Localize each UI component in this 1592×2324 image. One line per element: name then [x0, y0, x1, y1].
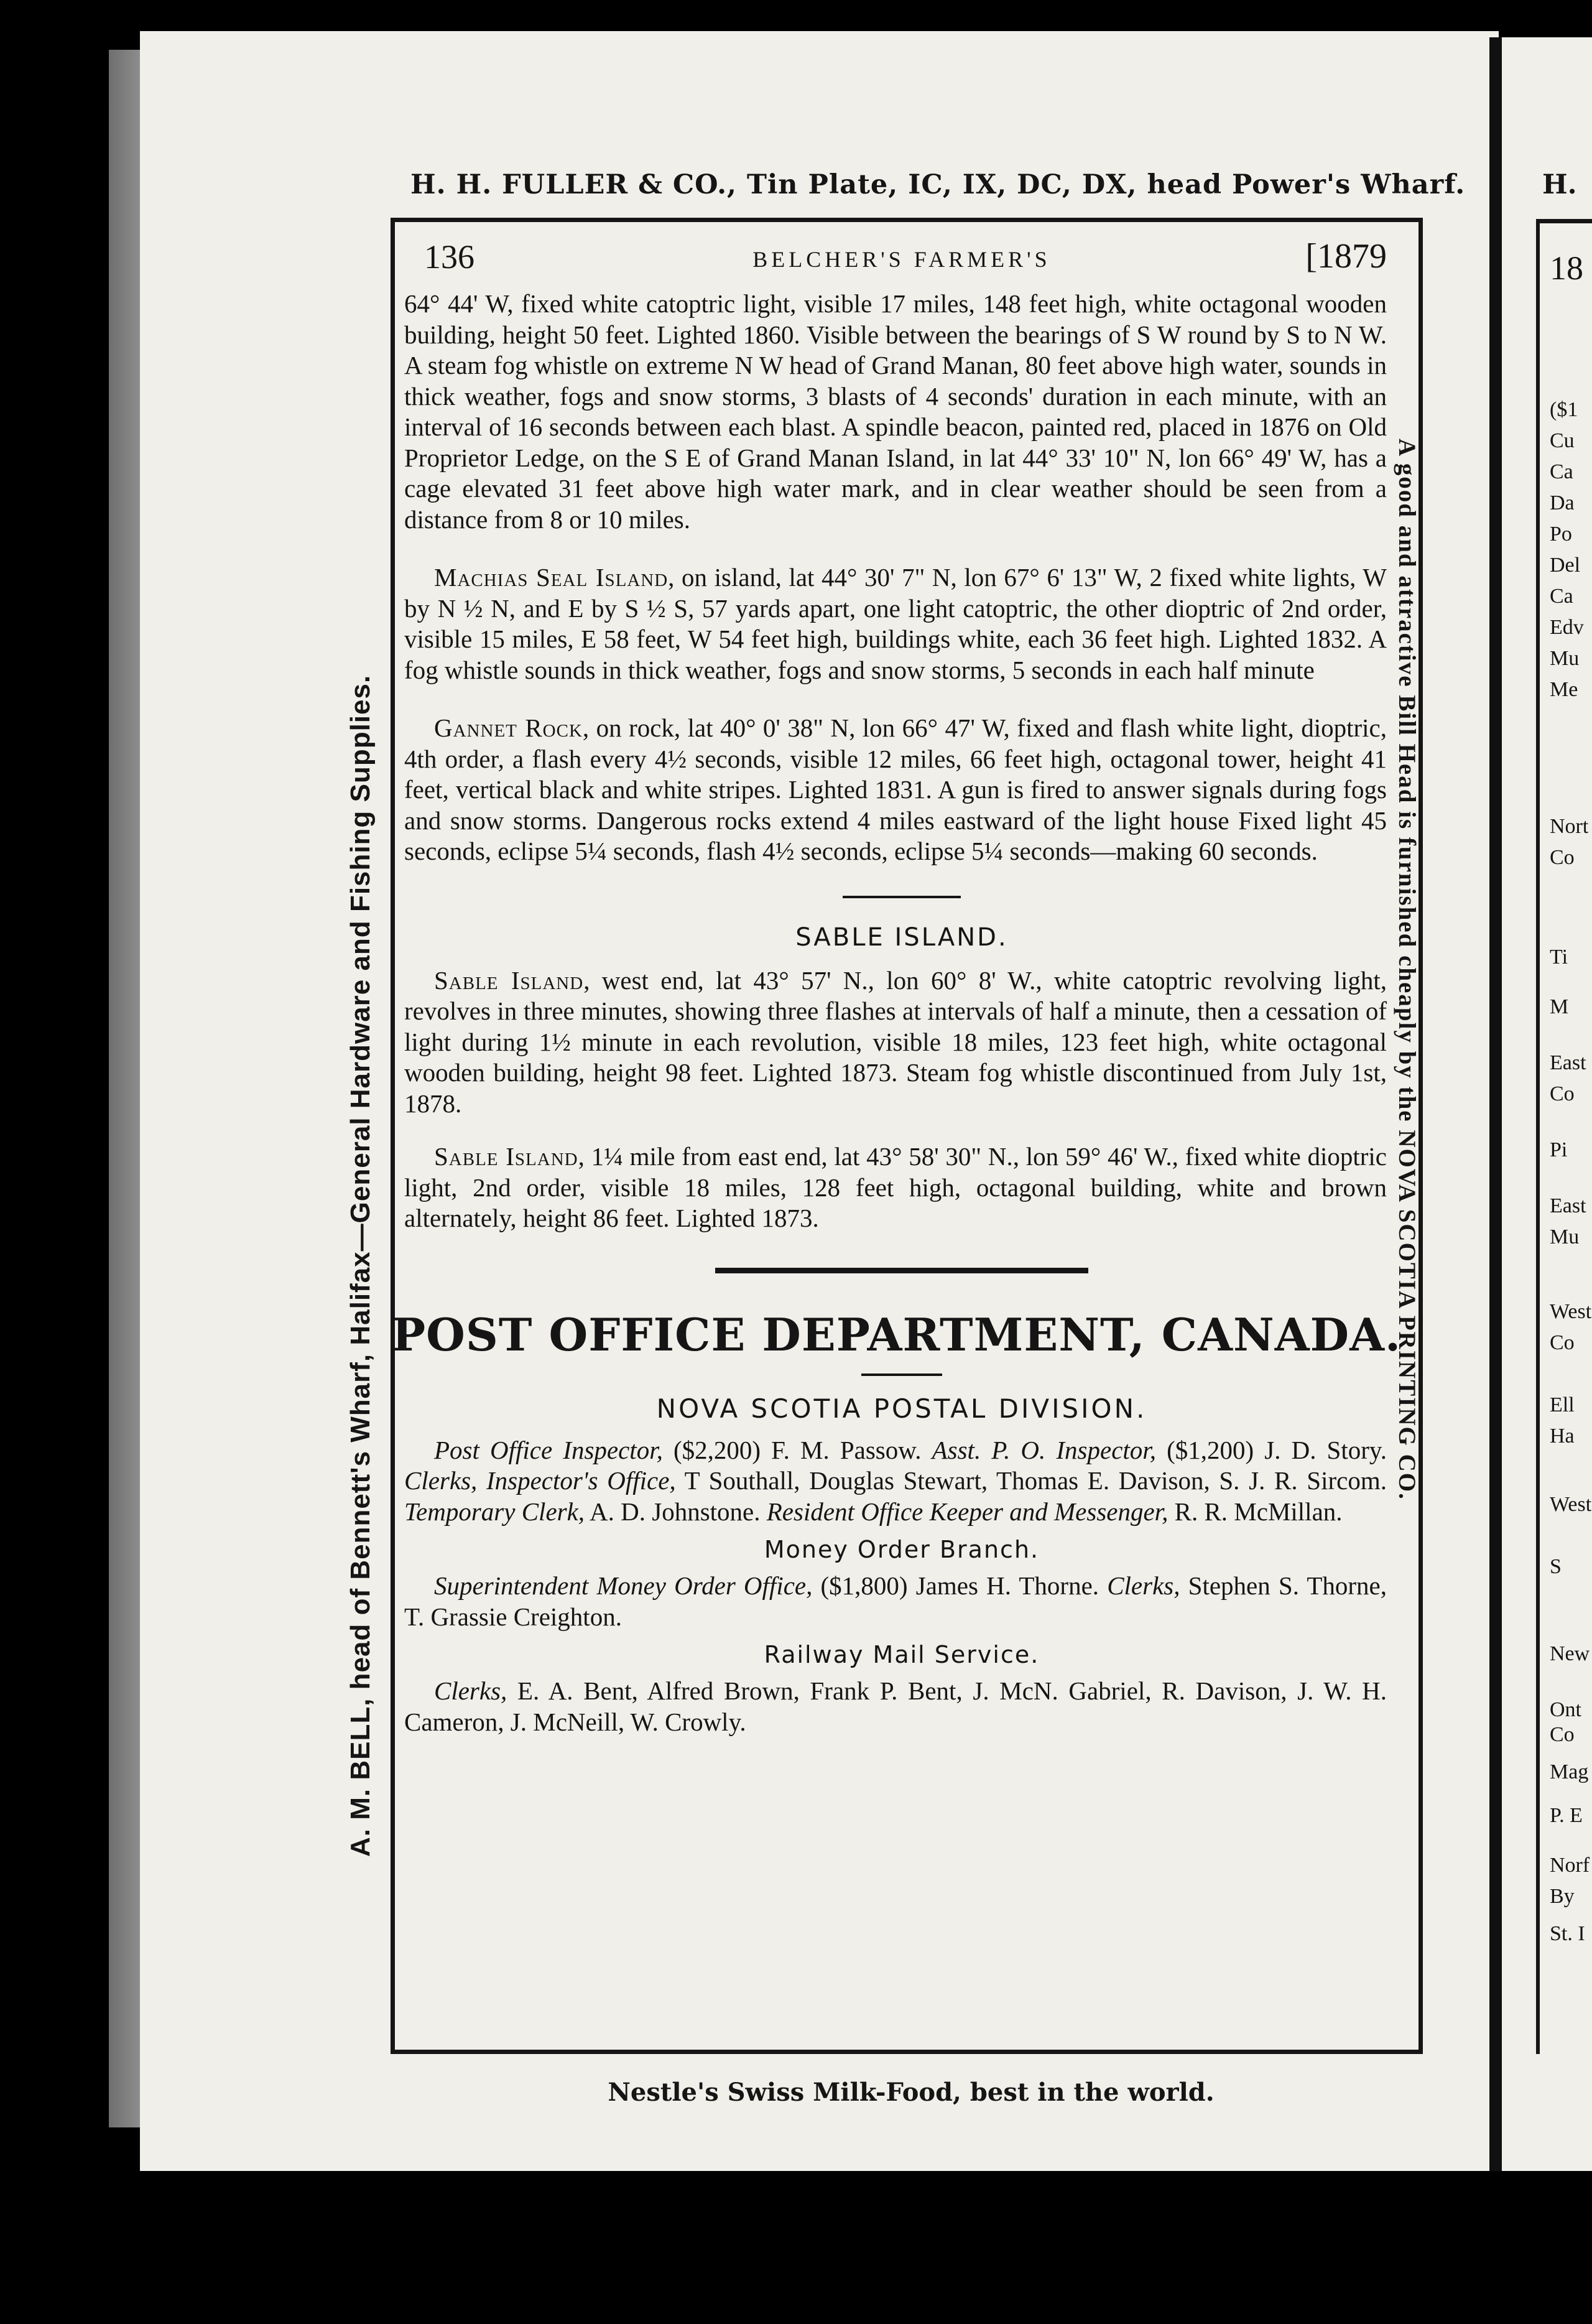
section-title-sable-island: SABLE ISLAND. [795, 923, 1008, 952]
adjacent-page-text-fragment: M [1550, 995, 1569, 1018]
section-divider-thick [715, 1268, 1088, 1273]
adjacent-page-text-fragment: Pi [1550, 1138, 1568, 1161]
adjacent-page-text-fragment: Da [1550, 491, 1575, 514]
adjacent-page-text-fragment: Norf [1550, 1854, 1590, 1877]
adjacent-page-text-fragment: Mu [1550, 647, 1580, 670]
adjacent-page-text-fragment: Co [1550, 1723, 1575, 1746]
adjacent-page-text-fragment: East [1550, 1051, 1586, 1074]
adjacent-page-text-fragment: S [1550, 1555, 1562, 1578]
lighthouse-paragraph: Sable Island, 1¼ mile from east end, lat 43° 58' 30" N., lon 59° 46' W., fixed white dioptric light, 2nd order, visible 18 miles, 128 feet high, octagonal building, white and brown alternately, height 86 feet. Lighted 1873. [404, 1142, 1387, 1232]
page-content [392, 230, 1402, 2047]
lighthouse-paragraph: Sable Island, west end, lat 43° 57' N., lon 60° 8' W., white catoptric revolving light, revolves in three minutes, showing three flashes at intervals of half a minute, then a cessation of light during 1½ minute in each revolution, visible 18 miles, 123 feet high, white octagonal wooden building, height 98 feet. Lighted 1873. Steam fog whistle discontinued from July 1st, 1878. [404, 965, 1387, 1118]
postal-division-title: NOVA SCOTIA POSTAL DIVISION. [656, 1393, 1147, 1424]
adjacent-page-text-fragment: Nort [1550, 815, 1589, 838]
running-title: BELCHER'S FARMER'S [752, 247, 1051, 272]
lighthouse-name: Sable Island [434, 965, 584, 995]
lighthouse-paragraph: Machias Seal Island, on island, lat 44° 30' 7" N, lon 67° 6' 13" W, 2 fixed white lights, W by N ½ N, and E by S ½ S, 57 yards apart, one light catoptric, the other dioptric of 2nd order, visible 15 miles, E 58 feet, W 54 feet high, buildings white, each 36 feet high. Lighted 1832. A fog whistle sounds in thick weather, fogs and snow storms, 5 seconds in each half minute [404, 563, 1387, 684]
adjacent-page-text-fragment: P. E [1550, 1804, 1583, 1827]
adjacent-page-text-fragment: West [1550, 1300, 1592, 1323]
adjacent-page-text-fragment: Ell [1550, 1393, 1575, 1416]
left-margin-advertisement: A. M. BELL, head of Bennett's Wharf, Halifax—General Hardware and Fishing Supplies. [345, 674, 376, 1857]
adjacent-page-text-fragment: Me [1550, 678, 1578, 701]
bottom-advertisement: Nestle's Swiss Milk-Food, best in the world. [608, 2078, 1215, 2107]
page-header [404, 233, 1399, 289]
adjacent-page-text-fragment: East [1550, 1194, 1586, 1217]
right-margin-advertisement: A good and attractive Bill Head is furnished cheaply by the NOVA SCOTIA PRINTING CO. [1394, 439, 1420, 1500]
adjacent-page-text-fragment: Edv [1550, 616, 1584, 639]
adjacent-page-text-fragment: Co [1550, 1082, 1575, 1105]
lighthouse-name: Gannet Rock [434, 713, 583, 742]
railway-mail-title: Railway Mail Service. [764, 1641, 1040, 1668]
top-advertisement: H. H. FULLER & CO., Tin Plate, IC, IX, DC, DX, head Power's Wharf. [410, 169, 1466, 200]
adjacent-page-top-ad: H. [1542, 169, 1577, 200]
adjacent-page-text-fragment: Ca [1550, 585, 1573, 608]
adjacent-page-text-fragment: Ont [1550, 1698, 1581, 1721]
lighthouse-name: Sable Island [434, 1142, 578, 1171]
adjacent-page-text-fragment: ($1 [1550, 398, 1578, 421]
adjacent-page-text-fragment: 18 [1550, 249, 1583, 287]
adjacent-page-text-fragment: Co [1550, 1331, 1575, 1354]
lighthouse-name: Machias Seal Island [434, 563, 669, 592]
adjacent-page-text-fragment: St. I [1550, 1922, 1585, 1945]
adjacent-page-border [1536, 219, 1592, 223]
staff-paragraph: Superintendent Money Order Office, ($1,800) James H. Thorne. Clerks, Stephen S. Thorne, T. Grassie Creighton. [404, 1571, 1387, 1631]
adjacent-page-text-fragment: Ca [1550, 460, 1573, 483]
adjacent-page-text-fragment: Mu [1550, 1225, 1580, 1248]
money-order-branch-title: Money Order Branch. [764, 1536, 1040, 1563]
adjacent-page-text-fragment: By [1550, 1885, 1575, 1908]
adjacent-page-text-fragment: Ti [1550, 946, 1568, 969]
lighthouse-paragraph: Gannet Rock, on rock, lat 40° 0' 38" N, lon 66° 47' W, fixed and flash white light, dioptric, 4th order, a flash every 4½ seconds, visible 12 miles, 66 feet high, octagonal tower, height 41 feet, vertical black and white stripes. Lighted 1831. A gun is fired to answer signals during fogs and snow storms. Dangerous rocks extend 4 miles eastward of the light house Fixed light 45 seconds, eclipse 5¼ seconds, flash 4½ seconds, eclipse 5¼ seconds—making 60 seconds. [404, 713, 1387, 865]
adjacent-page-text-fragment: Co [1550, 846, 1575, 869]
adjacent-page-text-fragment: Ha [1550, 1425, 1575, 1448]
adjacent-page-text-fragment: West [1550, 1493, 1592, 1516]
adjacent-page-border [1536, 219, 1540, 2054]
section-divider [843, 896, 961, 898]
adjacent-page-text-fragment: New [1550, 1642, 1590, 1665]
header-year: [1879 [1305, 237, 1387, 276]
lighthouse-paragraph: 64° 44' W, fixed white catoptric light, visible 17 miles, 148 feet high, white octagonal wooden building, height 50 feet. Lighted 1860. Visible between the bearings of S W round by S to N W. A steam fog whistle on extreme N W head of Grand Manan, 80 feet above high water, sounds in thick weather, fogs and snow storms, 3 blasts of 4 seconds' duration in each minute, with an interval of 16 seconds between each blast. A spindle beacon, painted red, placed in 1876 on Old Proprietor Ledge, on the S E of Grand Manan Island, in lat 44° 33' 10" N, lon 66° 49' W, has a cage elevated 31 feet above high water mark, and in clear weather should be seen from a distance from 8 or 10 miles. [404, 289, 1387, 534]
adjacent-page-text-fragment: Del [1550, 554, 1581, 577]
adjacent-page-text-fragment: Po [1550, 523, 1572, 546]
staff-paragraph: Post Office Inspector, ($2,200) F. M. Passow. Asst. P. O. Inspector, ($1,200) J. D. Story. Clerks, Inspector's Office, T Southall, Douglas Stewart, Thomas E. Davison, S. J. R. Sircom. Temporary Clerk, A. D. Johnstone. Resident Office Keeper and Messenger, R. R. McMillan. [404, 1435, 1387, 1526]
post-office-title: POST OFFICE DEPARTMENT, CANADA. [392, 1308, 1402, 1361]
adjacent-page-text-fragment: Mag [1550, 1760, 1589, 1783]
adjacent-page-text-fragment: Cu [1550, 429, 1575, 452]
page-number: 136 [424, 238, 474, 276]
staff-paragraph: Clerks, E. A. Bent, Alfred Brown, Frank P. Bent, J. McN. Gabriel, R. Davison, J. W. H. Cameron, J. McNeill, W. Crowly. [404, 1676, 1387, 1736]
title-divider [861, 1373, 942, 1376]
